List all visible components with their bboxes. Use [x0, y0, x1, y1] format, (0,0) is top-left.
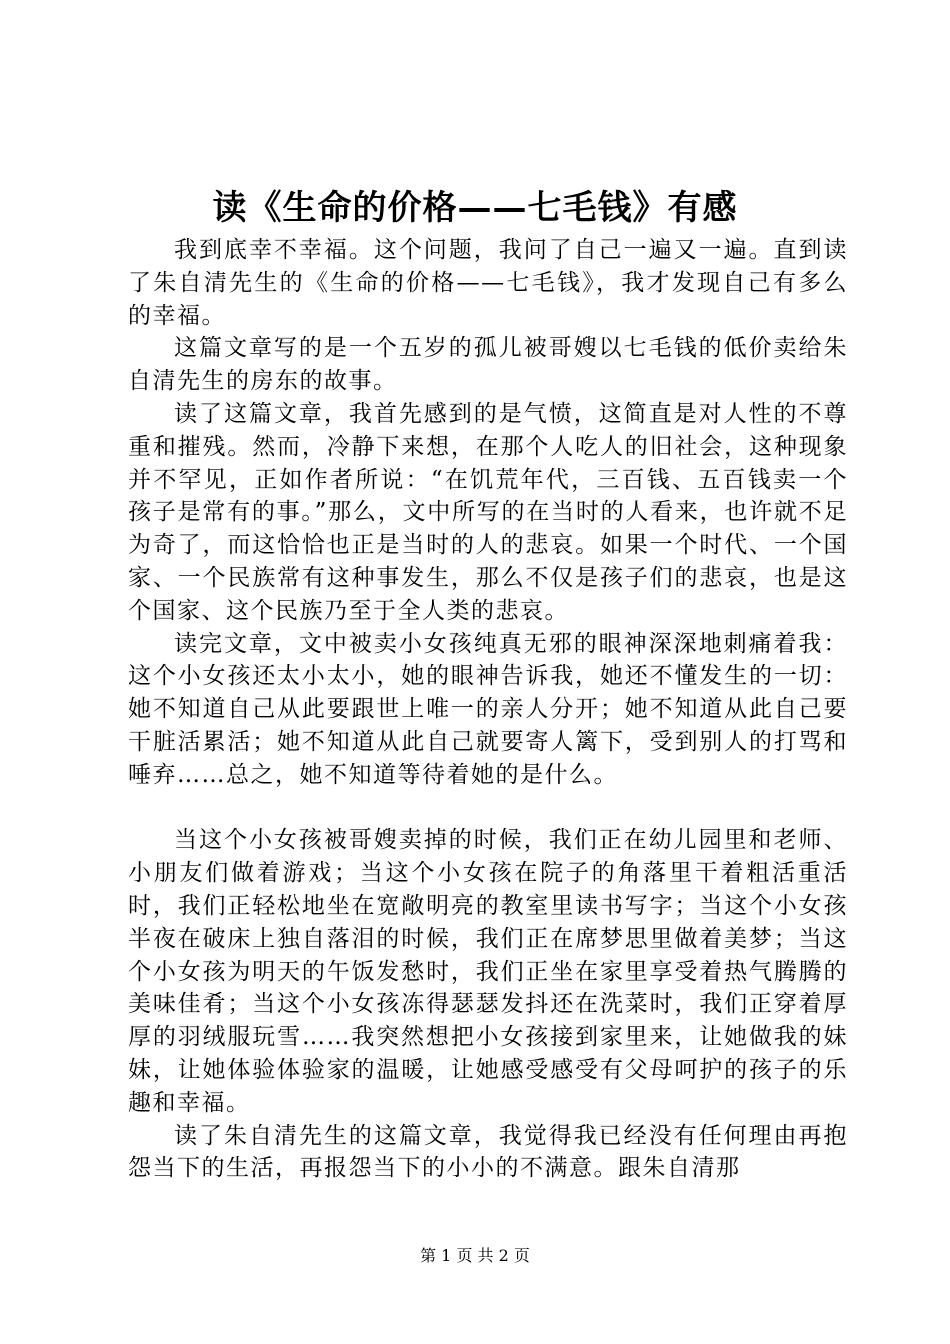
paragraph-4: 读完文章，文中被卖小女孩纯真无邪的眼神深深地刺痛着我：这个小女孩还太小太小，她的眼神告诉我，她还不懂发生的一切：她不知道自己从此要跟世上唯一的亲人分开；她不知道从此自己要干脏活累活；她不知道从此自己就要寄人篱下，受到别人的打骂和唾弃……总之，她不知道等待着她的是什么。: [128, 630, 848, 788]
paragraph-6: 读了朱自清先生的这篇文章，我觉得我已经没有任何理由再抱怨当下的生活，再报怨当下的小小的不满意。跟朱自清那: [128, 1122, 848, 1182]
paragraph-5: 当这个小女孩被哥嫂卖掉的时候，我们正在幼儿园里和老师、小朋友们做着游戏；当这个小女孩在院子的角落里干着粗活重活时，我们正轻松地坐在宽敞明亮的教室里读书写字；当这个小女孩半夜在破床上独自落泪的时候，我们正在席梦思里做着美梦；当这个小女孩为明天的午饭发愁时，我们正坐在家里享受着热气腾腾的美味佳肴；当这个小女孩冻得瑟瑟发抖还在洗菜时，我们正穿着厚厚的羽绒服玩雪……我突然想把小女孩接到家里来，让她做我的妹妹，让她体验体验家的温暖，让她感受感受有父母呵护的孩子的乐趣和幸福。: [128, 827, 848, 1116]
paragraph-2: 这篇文章写的是一个五岁的孤儿被哥嫂以七毛钱的低价卖给朱自清先生的房东的故事。: [128, 335, 848, 395]
document-body: [128, 234, 848, 1185]
paragraph-spacer: [128, 792, 848, 825]
page-number-footer: 第 1 页 共 2 页: [420, 1246, 530, 1265]
document-title: 读《生命的价格——七毛钱》有感: [212, 188, 738, 228]
paragraph-3: 读了这篇文章，我首先感到的是气愤，这简直是对人性的不尊重和摧残。然而，冷静下来想，在那个人吃人的旧社会，这种现象并不罕见，正如作者所说：“在饥荒年代，三百钱、五百钱卖一个孩子是常有的事。”那么，文中所写的在当时的人看来，也许就不足为奇了，而这恰恰也正是当时的人的悲哀。如果一个时代、一个国家、一个民族常有这种事发生，那么不仅是孩子们的悲哀，也是这个国家、这个民族乃至于全人类的悲哀。: [128, 400, 848, 624]
paragraph-1: 我到底幸不幸福。这个问题，我问了自己一遍又一遍。直到读了朱自清先生的《生命的价格——七毛钱》，我才发现自己有多么的幸福。: [128, 237, 848, 329]
